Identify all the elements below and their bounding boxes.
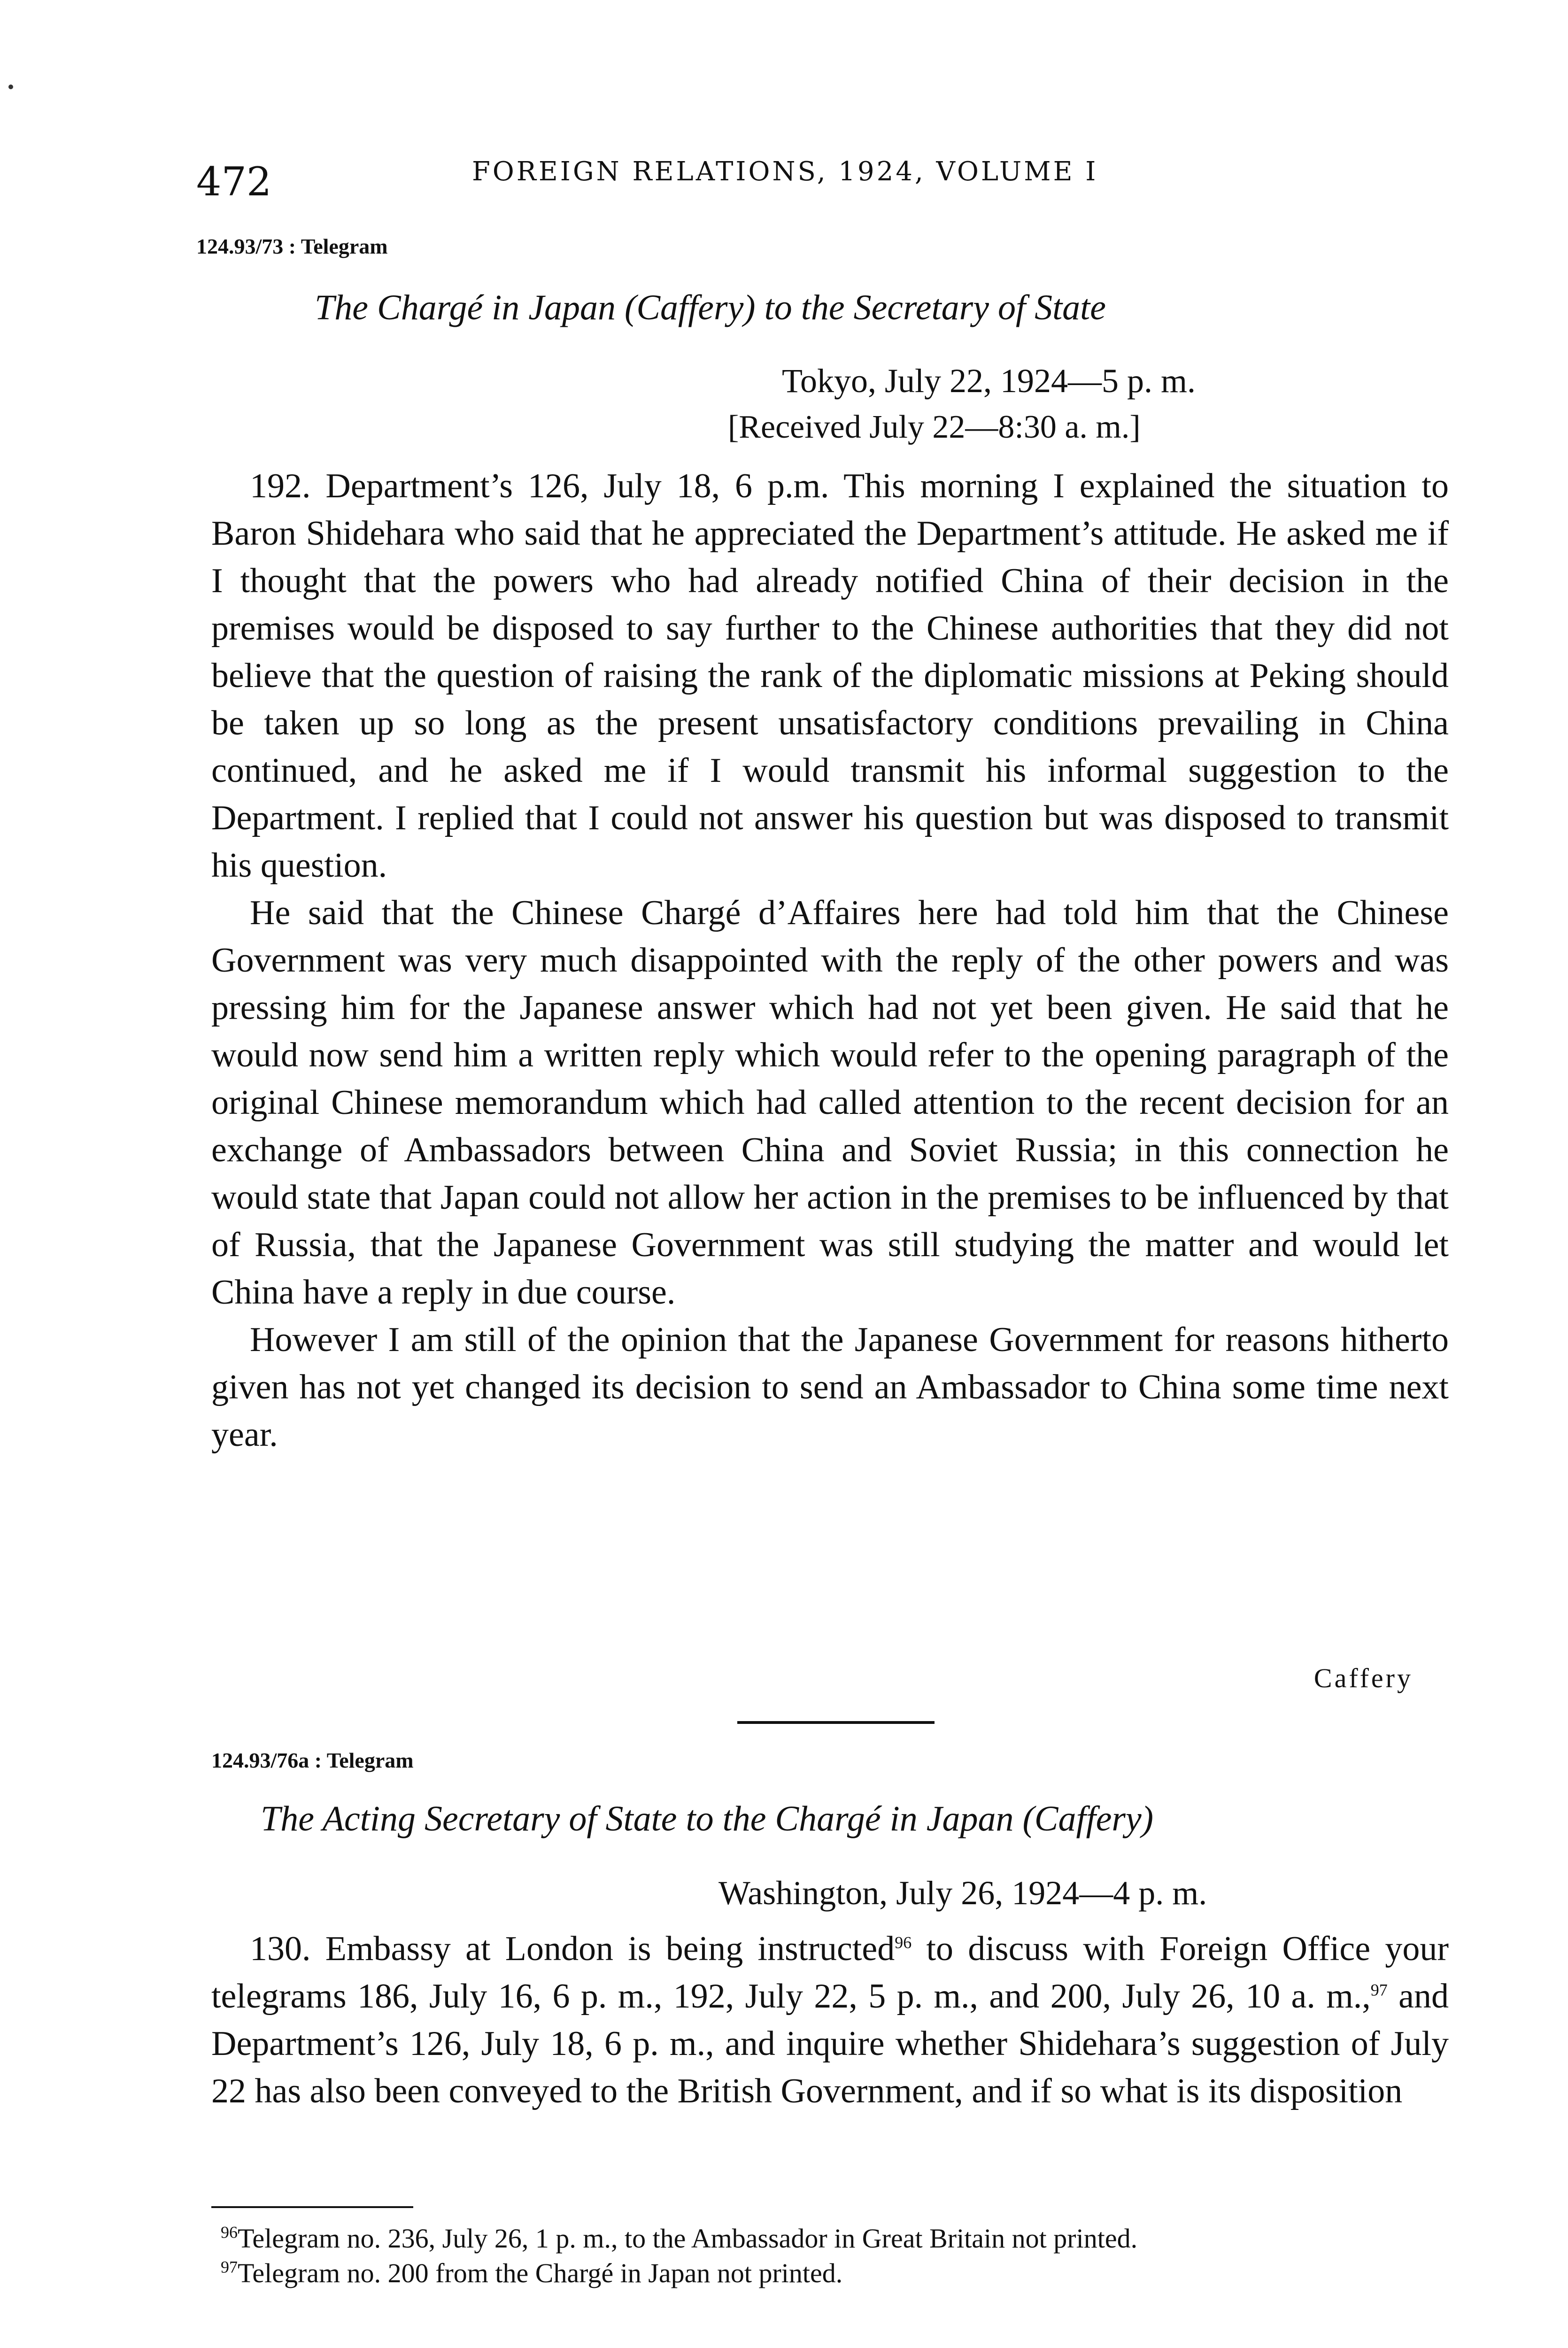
footnote-ref-96: 96 [895,1933,912,1952]
footnotes [221,2221,1460,2291]
doc2-text-b: to discuss with Foreign Office your telegrams 186, July 16, 6 p. m., 192, July 22, 5 p. m., and 200, July 26, 10 a. m., [211,1930,1449,2016]
doc2-text-a: 130. Embassy at London is being instructed [250,1930,895,1968]
doc1-signature: Caffery [1313,1663,1413,1693]
doc1-paragraph-1: 192. Department’s 126, July 18, 6 p.m. This morning I explained the situation to Baron Shidehara who said that he appreciated the Department’s attitude. He asked me if I thought that the powers who had already notified China of their decision in the premises would be disposed to say further to the Chinese authorities that they did not believe that the question of raising the rank of the diplomatic missions at Peking should be taken up so long as the present unsatisfactory conditions prevailing in China continued, and he asked me if I would transmit his informal suggestion to the Department. I replied that I could not answer his question but was disposed to transmit his question. [211,467,1449,885]
running-title: FOREIGN RELATIONS, 1924, VOLUME I [472,156,1098,187]
footnote-mark: 96 [221,2223,238,2242]
doc1-received: [Received July 22—8:30 a. m.] [728,409,1141,445]
doc1-body [211,463,1449,1459]
doc1-dateline: Tokyo, July 22, 1924—5 p. m. [782,362,1196,400]
doc1-file-id: 124.93/73 : Telegram [196,234,388,258]
footnote-text: Telegram no. 236, July 26, 1 p. m., to the Ambassador in Great Britain not printed. [238,2223,1138,2254]
footnote-mark: 97 [221,2257,238,2277]
section-divider [737,1721,935,1724]
footnote-97 [221,2256,1460,2291]
doc1-title: The Chargé in Japan (Caffery) to the Secretary of State [315,288,1106,327]
doc1-paragraph-2: He said that the Chinese Chargé d’Affaires here had told him that the Chinese Government was very much disappointed with the reply of the other powers and was pressing him for the Japanese answer which had not yet been given. He said that he would now send him a written reply which would refer to the opening paragraph of the original Chinese memorandum which had called attention to the recent decision for an exchange of Ambassadors between China and Soviet Russia; in this connection he would state that Japan could not allow her action in the premises to be influenced by that of Russia, that the Japanese Government was still studying the matter and would let China have a reply in due course. [211,894,1449,1312]
doc2-paragraph-1 [211,1925,1449,2115]
page-number: 472 [196,159,272,205]
footnote-ref-97: 97 [1370,1980,1388,2000]
doc1-paragraph-3: However I am still of the opinion that the Japanese Government for reasons hitherto given has not yet changed its decision to send an Ambassador to China some time next year. [211,1321,1449,1454]
doc2-dateline: Washington, July 26, 1924—4 p. m. [718,1874,1207,1912]
footnote-96 [221,2221,1460,2256]
doc2-title: The Acting Secretary of State to the Chargé in Japan (Caffery) [261,1799,1154,1838]
doc2-file-id: 124.93/76a : Telegram [211,1748,414,1772]
doc2-body [211,1925,1449,2115]
doc2-text-c: and Department’s 126, July 18, 6 p. m., and inquire whether Shidehara’s suggestion of July 22 has also been conveyed to the British Government, and if so what is its disposition [211,1977,1449,2110]
scan-speck [8,85,13,89]
footnote-rule [211,2206,413,2208]
footnote-text: Telegram no. 200 from the Chargé in Japan not printed. [238,2258,843,2288]
